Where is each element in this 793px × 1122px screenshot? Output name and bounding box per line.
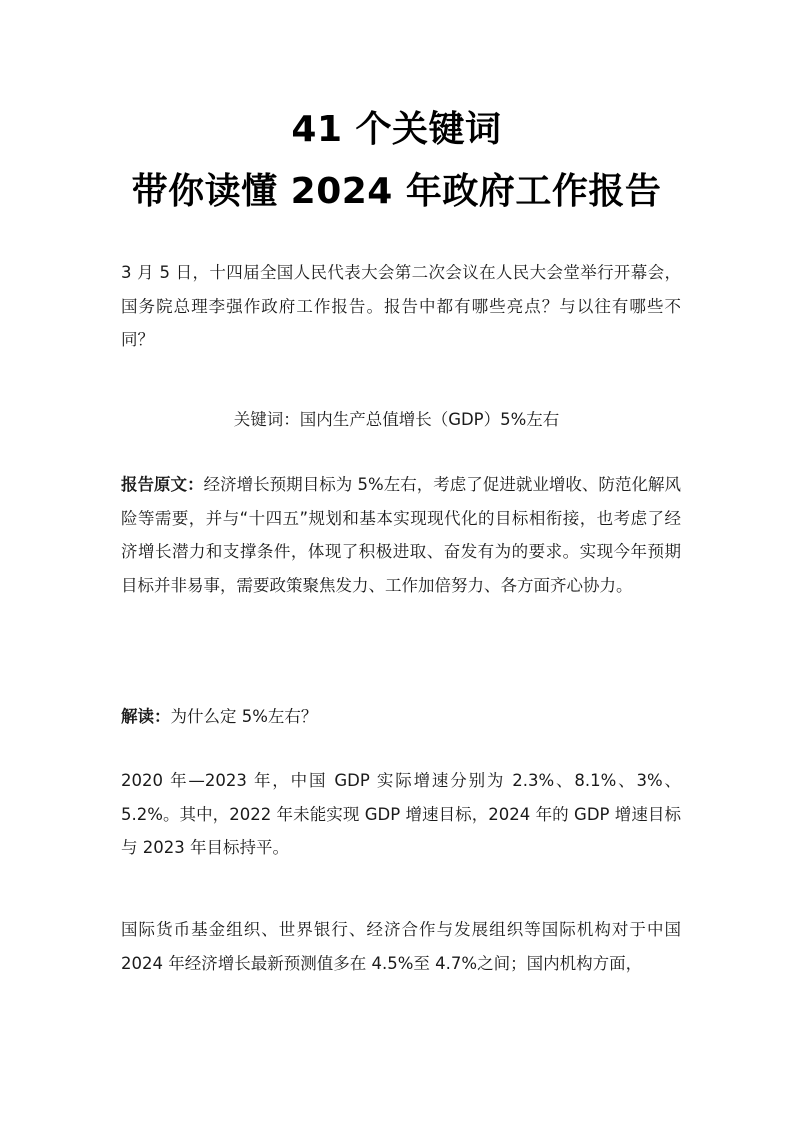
gdp-history-paragraph: 2020 年—2023 年，中国 GDP 实际增速分别为 2.3%、8.1%、3%、5.2%。其中，2022 年未能实现 GDP 增速目标，2024 年的 GDP 增速目标与 2023 年目标持平。: [121, 771, 681, 857]
report-original-paragraph: [121, 468, 681, 602]
keyword-heading: 关键词：国内生产总值增长（GDP）5%左右: [233, 410, 560, 429]
interpretation-label: 解读：: [121, 707, 171, 726]
intro-paragraph: 3 月 5 日，十四届全国人民代表大会第二次会议在人民大会堂举行开幕会，国务院总理李强作政府工作报告。报告中都有哪些亮点？与以往有哪些不同？: [121, 263, 681, 349]
document-title-line-1: 41 个关键词: [291, 109, 502, 150]
document-title-line-2: 带你读懂 2024 年政府工作报告: [131, 171, 662, 212]
report-original-text: 经济增长预期目标为 5%左右，考虑了促进就业增收、防范化解风险等需要，并与“十四五”规划和基本实现现代化的目标相衔接，也考虑了经济增长潜力和支撑条件，体现了积极进取、奋发有为的要求。实现今年预期目标并非易事，需要政策聚焦发力、工作加倍努力、各方面齐心协力。: [121, 475, 682, 595]
report-original-label: 报告原文：: [121, 475, 204, 494]
interpretation-text: 为什么定 5%左右？: [170, 707, 318, 726]
interpretation-paragraph: [121, 700, 681, 734]
international-forecast-paragraph: 国际货币基金组织、世界银行、经济合作与发展组织等国际机构对于中国 2024 年经济增长最新预测值多在 4.5%至 4.7%之间；国内机构方面，: [121, 920, 681, 973]
